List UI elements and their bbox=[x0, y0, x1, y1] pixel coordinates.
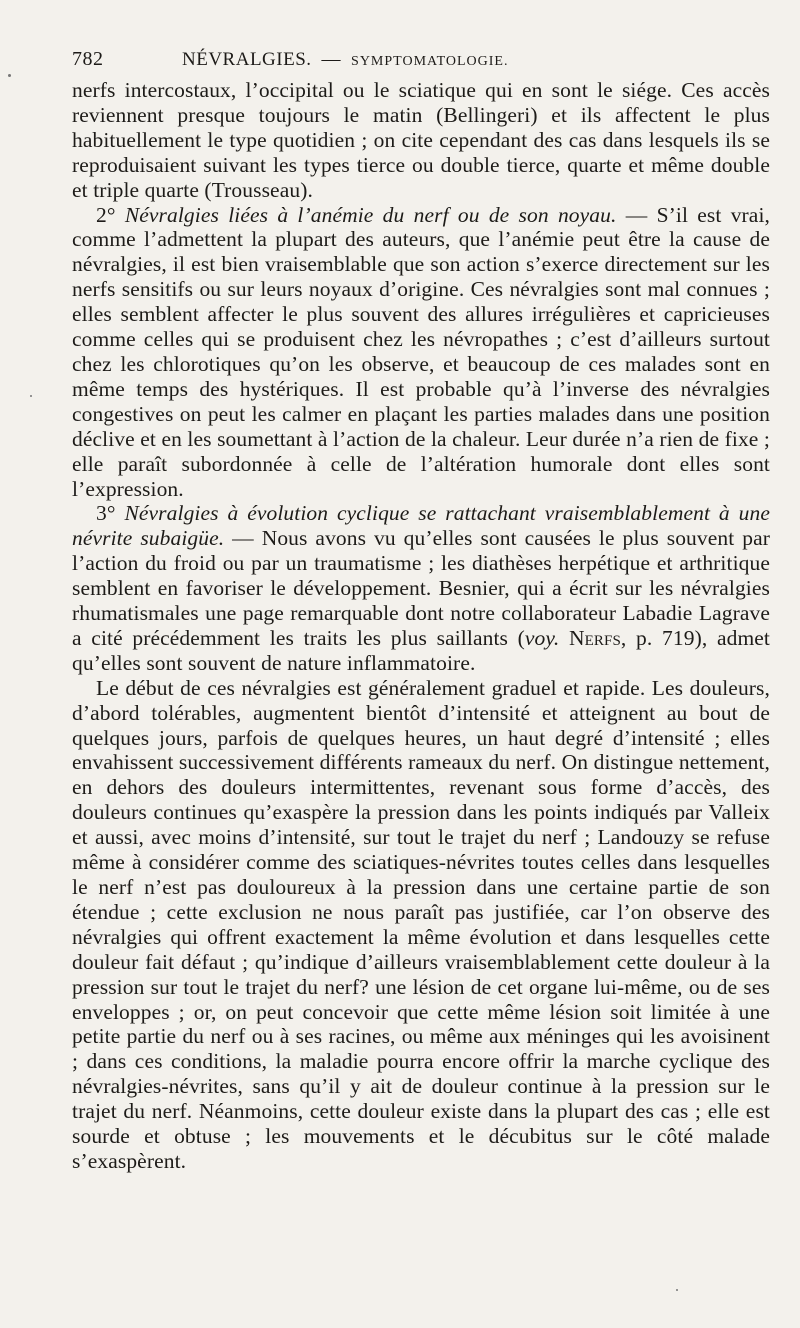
paragraph-3 bbox=[72, 501, 770, 675]
paragraph-3-text-a: — Nous avons vu qu’elles sont causées le plus souvent par l’action du froid ou par un traumatisme ; les diathèses herpétique et arthritique semblent en favoriser le développement. Besnier, qui a écrit sur les névralgies rhumatismales une page remarquable dont notre collaborateur Labadie Lagrave a cité précédemment les traits les plus saillants ( bbox=[72, 526, 770, 650]
paragraph-2-text: — S’il est vrai, comme l’admettent la plupart des auteurs, que l’anémie peut être la cause de névralgies, il est bien vraisemblable que son action s’exerce directement sur les nerfs sensitifs ou sur leurs noyaux d’origine. Ces névralgies sont mal connues ; elles semblent affecter le plus souvent des allures irrégulières et capricieuses comme celles qui se produisent chez les névropathes ; c’est d’ailleurs surtout chez les chlorotiques qu’on les observe, et beaucoup de ces malades sont en même temps des hystériques. Il est probable qu’à l’inverse des névralgies congestives on peut les calmer en plaçant les parties malades dans une position déclive et en les soumettant à l’action de la chaleur. Leur durée n’a rien de fixe ; elle paraît subordonnée à celle de l’altération humorale dont elles sont l’expression. bbox=[72, 202, 770, 501]
print-speck bbox=[8, 74, 11, 77]
paragraph-3-heading: Névralgies à évolution cyclique se rattachant vraisemblablement à une névrite subaigüe. bbox=[72, 501, 770, 551]
paragraph-3-nerfs: Nerfs bbox=[569, 625, 621, 650]
paragraph-4: Le début de ces névralgies est généralement graduel et rapide. Les douleurs, d’abord tolérables, augmentent bientôt d’intensité et atteignent au bout de quelques jours, parfois de quelques heures, un haut degré d’intensité ; elles envahissent successivement différents rameaux du nerf. On distingue nettement, en dehors des douleurs intermittentes, revenant sous forme d’accès, des douleurs continues qu’exaspère la pression dans les points indiqués par Valleix et aussi, avec moins d’intensité, sur tout le trajet du nerf ; Landouzy se refuse même à considérer comme des sciatiques-névrites toutes celles dans lesquelles le nerf n’est pas douloureux à la pression dans une certaine partie de son étendue ; cette exclusion ne nous paraît pas justifiée, car l’on observe des névralgies qui offrent exactement la même évolution et dans lesquelles cette douleur fait défaut ; qu’indique d’ailleurs vraisemblablement cette douleur à la pression sur tout le trajet du nerf? une lésion de cet organe lui-même, ou de ses enveloppes ; or, on peut concevoir que cette même lésion soit limitée à une petite partie du nerf ou à ses racines, ou même aux méninges qui les avoisinent ; dans ces conditions, la maladie pourra encore offrir la marche cyclique des névralgies-névrites, sans qu’il y ait de douleur continue à la pression sur le trajet du nerf. Néanmoins, cette douleur existe dans la plupart des cas ; elle est sourde et obtuse ; les mouvements et le décubitus sur le côté malade s’exaspèrent. bbox=[72, 675, 770, 1173]
body-text bbox=[72, 78, 770, 1174]
paragraph-1: nerfs intercostaux, l’occipital ou le sciatique qui en sont le siége. Ces accès reviennent presque toujours le matin (Bellingeri) et ils affectent le plus habituellement le type quotidien ; on cite cependant des cas dans lesquels ils se reproduisaient suivant les types tierce ou double tierce, quarte et même double et triple quarte (Trousseau). bbox=[72, 78, 770, 202]
paragraph-2-heading: Névralgies liées à l’anémie du nerf ou de son noyau. bbox=[124, 202, 617, 227]
running-header bbox=[72, 48, 770, 78]
header-dash: — bbox=[321, 49, 342, 70]
paragraph-3-number: 3° bbox=[96, 501, 116, 526]
paragraph-2-number: 2° bbox=[96, 202, 116, 227]
page-number: 782 bbox=[72, 48, 104, 70]
paragraph-3-voy: voy. bbox=[524, 625, 560, 650]
paragraph-2 bbox=[72, 203, 770, 502]
paragraph-3-text-b: , p. 719), admet qu’elles sont souvent de nature inflammatoire. bbox=[72, 625, 770, 675]
print-speck bbox=[676, 1289, 678, 1291]
section-title: SYMPTOMATOLOGIE. bbox=[351, 54, 509, 69]
print-speck bbox=[30, 395, 32, 397]
chapter-title: NÉVRALGIES. bbox=[182, 49, 312, 70]
